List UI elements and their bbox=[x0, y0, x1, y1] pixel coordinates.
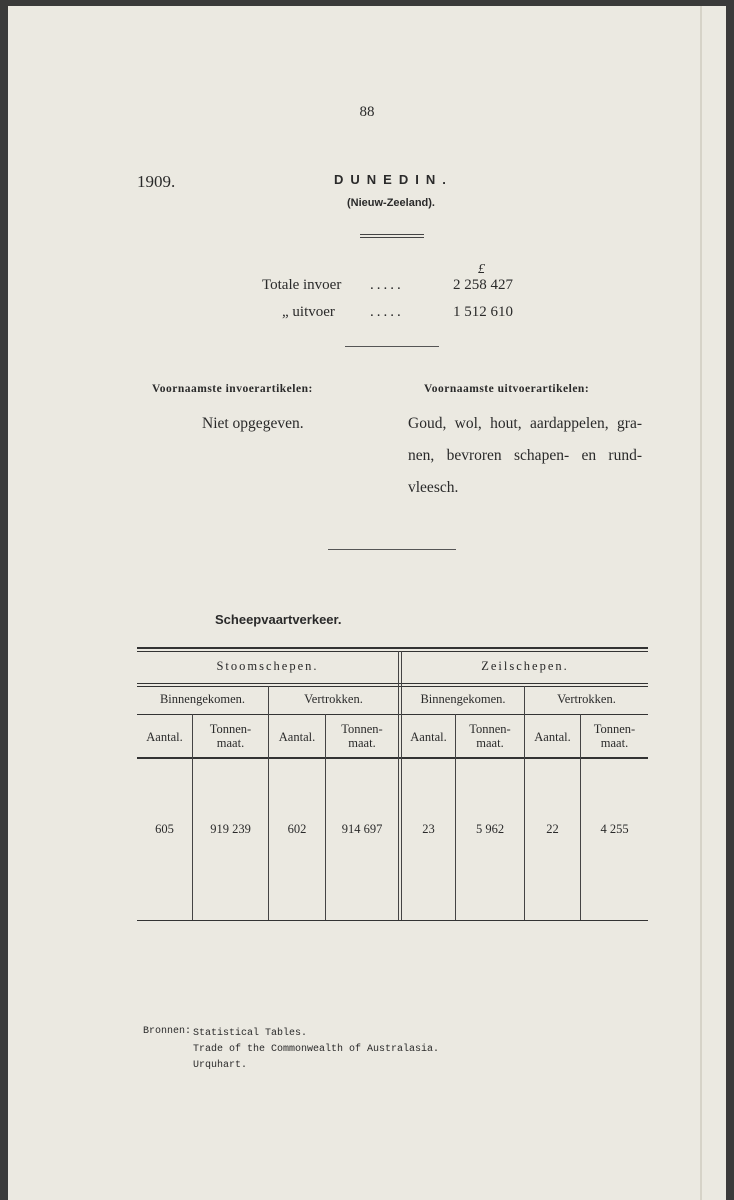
column-header: Tonnen- maat. bbox=[593, 722, 636, 750]
table-rule bbox=[137, 686, 648, 687]
exports-heading: Voornaamste uitvoerartikelen: bbox=[424, 383, 590, 395]
table-cell: 914 697 bbox=[341, 822, 383, 836]
document-page bbox=[8, 6, 726, 1200]
table-rule bbox=[137, 920, 648, 921]
table-rule bbox=[137, 757, 648, 759]
exports-line: nen, bevroren schapen- en rund- bbox=[408, 447, 642, 464]
column-header: Aantal. bbox=[410, 730, 447, 744]
table-cell: 4 255 bbox=[600, 822, 629, 836]
leader-dots: ..... bbox=[370, 277, 404, 293]
table-rule bbox=[137, 714, 648, 715]
column-header: Tonnen- maat. bbox=[209, 722, 252, 750]
table-cell: 919 239 bbox=[210, 822, 251, 836]
table-divider bbox=[268, 686, 269, 920]
group-header: Zeilschepen. bbox=[481, 659, 569, 673]
column-header: Aantal. bbox=[278, 730, 316, 744]
subgroup-header: Binnengekomen. bbox=[159, 692, 246, 706]
sources-label: Bronnen: bbox=[143, 1026, 192, 1037]
imports-text: Niet opgegeven. bbox=[202, 415, 304, 432]
group-header: Stoomschepen. bbox=[216, 659, 319, 673]
column-header: Aantal. bbox=[146, 730, 183, 744]
year: 1909. bbox=[137, 172, 176, 191]
source-item: Urquhart. bbox=[193, 1060, 248, 1071]
total-export-value: 1 512 610 bbox=[453, 304, 513, 320]
table-rule bbox=[137, 683, 648, 684]
page-number: 88 bbox=[359, 104, 375, 120]
country-subtitle: (Nieuw-Zeeland). bbox=[346, 197, 435, 209]
table-rule bbox=[137, 647, 648, 649]
source-item: Trade of the Commonwealth of Australasia. bbox=[193, 1044, 440, 1055]
subgroup-header: Binnengekomen. bbox=[420, 692, 506, 706]
table-cell: 605 bbox=[155, 822, 174, 836]
subgroup-header: Vertrokken. bbox=[557, 692, 616, 706]
column-header: Tonnen- maat. bbox=[469, 722, 511, 750]
exports-line: vleesch. bbox=[408, 479, 459, 496]
table-divider bbox=[398, 651, 399, 920]
table-cell: 5 962 bbox=[475, 822, 505, 836]
exports-line: Goud, wol, hout, aardappelen, gra- bbox=[408, 415, 642, 432]
source-item: Statistical Tables. bbox=[193, 1028, 308, 1039]
table-cell: 602 bbox=[287, 822, 307, 836]
city-title: DUNEDIN. bbox=[334, 172, 453, 187]
sources-list bbox=[193, 1026, 439, 1074]
currency-symbol: £ bbox=[478, 262, 485, 277]
shipping-table bbox=[8, 6, 726, 1200]
table-divider bbox=[524, 686, 525, 920]
total-import-value: 2 258 427 bbox=[453, 277, 513, 293]
column-header: Aantal. bbox=[534, 730, 571, 744]
total-import-label: Totale invoer bbox=[262, 277, 342, 293]
column-header: Tonnen- maat. bbox=[341, 722, 383, 750]
table-cell: 23 bbox=[422, 822, 435, 836]
subgroup-header: Vertrokken. bbox=[304, 692, 363, 706]
shipping-title: Scheepvaartverkeer. bbox=[215, 612, 342, 627]
leader-dots: ..... bbox=[370, 304, 404, 320]
table-cell: 22 bbox=[546, 822, 559, 836]
imports-heading: Voornaamste invoerartikelen: bbox=[152, 383, 313, 395]
table-rule bbox=[137, 651, 648, 652]
total-export-label: „ uitvoer bbox=[282, 304, 335, 320]
